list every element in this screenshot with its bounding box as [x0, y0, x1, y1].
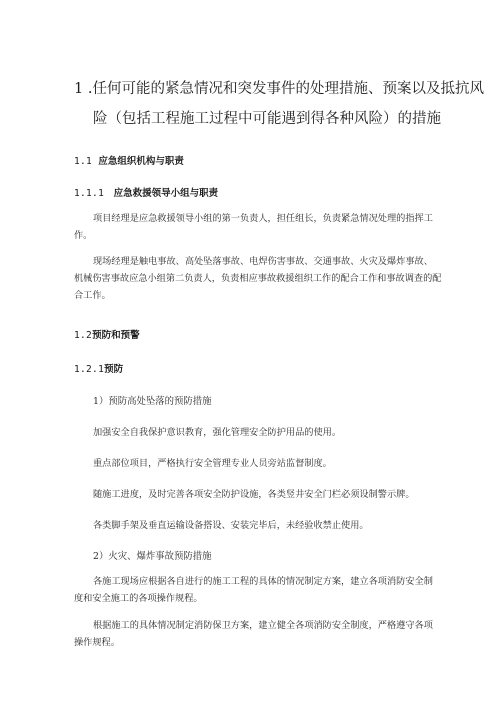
list-item: 加强安全自我保护意识教育，强化管理安全防护用品的使用。	[93, 427, 342, 438]
paragraph-fire-plan: 各施工现场应根据各自进行的施工工程的具体的情况制定方案，建立各项消防安全制度和安全施工的各项操作规程。	[74, 576, 433, 604]
section-heading-1-2	[74, 327, 140, 341]
list-item: 随施工进度，及时完善各项安全防护设施，各类竖井安全门栏必须设制警示牌。	[93, 489, 415, 500]
list-item: 各类脚手架及垂直运输设备搭设、安装完毕后，未经验收禁止使用。	[93, 520, 369, 531]
section-number: 1.1	[74, 156, 93, 167]
subheading-fire-prevention: 2）火灾、爆炸事故预防措施	[93, 551, 212, 562]
paragraph-fire-safety: 根据施工的具体情况制定消防保卫方案，建立健全各项消防安全制度，严格遵守各项操作规程。	[74, 620, 433, 648]
paragraph-project-manager: 项目经理是应急救援领导小组的第一负责人，担任组长，负责紧急情况处理的指挥工作。	[74, 213, 433, 241]
section-heading-1-2-1	[74, 361, 123, 375]
list-item: 重点部位项目，严格执行安全管理专业人员旁站监督制度。	[93, 458, 332, 469]
section-number: 1.1.1	[74, 188, 105, 199]
document-title-line-2	[93, 104, 453, 134]
section-heading-1-1-1	[74, 185, 218, 199]
section-title: 应急救援领导小组与职责	[113, 188, 219, 199]
document-title-line-1	[74, 74, 484, 104]
section-heading-1-1	[74, 153, 184, 167]
section-title: 预防	[104, 364, 124, 375]
section-title: 预防和预警	[92, 330, 140, 341]
title-text-2: 险（包括工程施工过程中可能遇到得各种风险）的措施	[93, 111, 441, 127]
section-number: 1.2.1	[74, 364, 105, 375]
subheading-fall-prevention: 1）预防高处坠落的预防措施	[93, 396, 212, 407]
section-number: 1.2	[74, 330, 93, 341]
paragraph-site-manager: 现场经理是触电事故、高处坠落事故、电焊伤害事故、交通事故、火灾及爆炸事故、机械伤害事故应急小组第二负责人，负责相应事故救援组织工作的配合工作和事故调查的配合工作。	[74, 256, 442, 301]
title-text-1: 1 .任何可能的紧急情况和突发事件的处理措施、预案以及抵抗风	[74, 81, 484, 97]
section-title: 应急组织机构与职责	[98, 156, 184, 167]
